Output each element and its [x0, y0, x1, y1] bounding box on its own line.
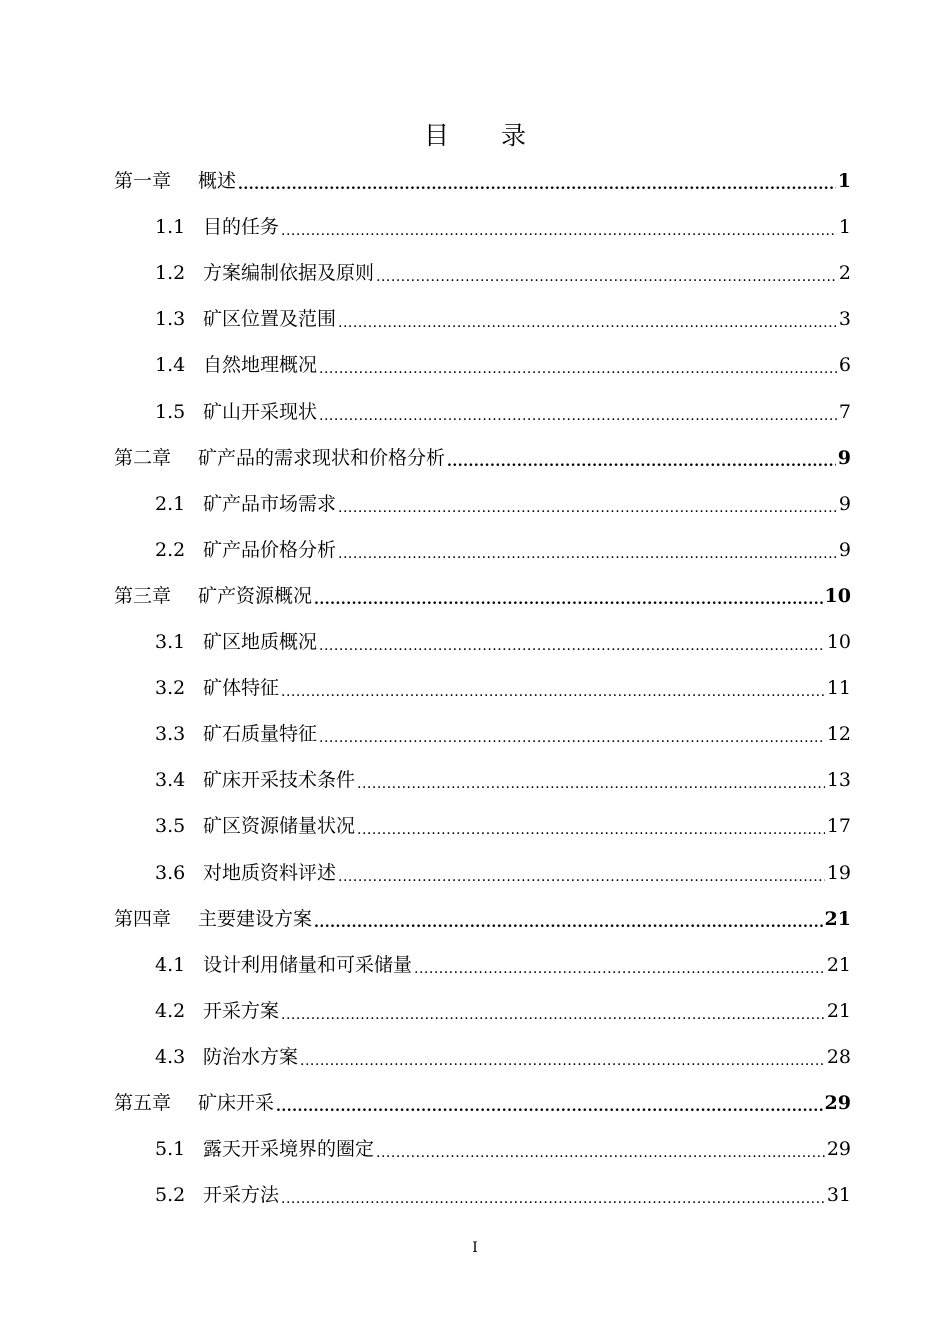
toc-section-entry[interactable] — [155, 757, 851, 803]
toc-entry-title: 矿区资源储量状况 — [203, 815, 356, 838]
toc-entry-title: 矿产资源概况 — [198, 584, 313, 607]
toc-entry-page: 21 — [824, 907, 851, 930]
toc-dot-leader — [314, 573, 823, 619]
toc-entry-page: 21 — [826, 999, 851, 1022]
toc-entry-page: 6 — [838, 354, 851, 377]
toc-section-entry[interactable] — [155, 527, 851, 573]
toc-entry-page: 13 — [826, 769, 851, 792]
toc-entry-title: 矿床开采 — [198, 1092, 275, 1114]
toc-section-entry[interactable] — [155, 619, 851, 665]
toc-dot-leader — [314, 896, 823, 942]
toc-entry-title: 概述 — [198, 170, 237, 192]
toc-entry-number: 4.2 — [155, 999, 186, 1022]
toc-entry-number: 5.1 — [155, 1138, 186, 1161]
page-title: 目 录 — [424, 121, 548, 150]
toc-dot-leader — [276, 1080, 823, 1126]
toc-dot-leader — [357, 757, 825, 803]
toc-entry-page: 10 — [826, 631, 851, 653]
toc-entry-page: 10 — [824, 584, 851, 607]
toc-entry-page: 29 — [826, 1138, 851, 1161]
toc-entry-number: 1.2 — [155, 262, 186, 285]
toc-entry-page: 12 — [826, 723, 851, 746]
toc-dot-leader — [376, 1126, 825, 1172]
toc-section-entry[interactable] — [155, 803, 851, 849]
toc-entry-page: 11 — [826, 677, 851, 700]
toc-entry-number: 3.5 — [155, 815, 186, 838]
toc-entry-title: 矿产品市场需求 — [203, 492, 337, 515]
toc-entry-page: 19 — [826, 861, 851, 884]
toc-section-entry[interactable] — [155, 389, 851, 435]
toc-dot-leader — [281, 665, 825, 711]
toc-dot-leader — [376, 250, 837, 296]
toc-entry-title: 自然地理概况 — [203, 354, 318, 377]
toc-chapter-entry[interactable] — [114, 573, 851, 619]
toc-dot-leader — [300, 1034, 825, 1080]
toc-dot-leader — [281, 1172, 825, 1218]
toc-entry-title: 对地质资料评述 — [203, 861, 337, 884]
toc-entry-number: 第四章 — [114, 907, 172, 930]
toc-dot-leader — [281, 204, 837, 250]
toc-entry-page: 21 — [826, 953, 851, 976]
toc-entry-number: 2.2 — [155, 538, 186, 561]
toc-entry-title: 矿区位置及范围 — [203, 308, 337, 331]
toc-entry-title: 目的任务 — [203, 216, 280, 239]
toc-entry-page: 1 — [837, 170, 851, 192]
toc-entry-page: 17 — [826, 815, 851, 838]
toc-dot-leader — [238, 158, 836, 204]
toc-dot-leader — [319, 342, 837, 388]
toc-entry-number: 3.4 — [155, 769, 186, 792]
toc-section-entry[interactable] — [155, 481, 851, 527]
toc-section-entry[interactable] — [155, 1172, 851, 1218]
toc-entry-page: 29 — [824, 1092, 851, 1114]
toc-entry-title: 矿产品的需求现状和价格分析 — [198, 446, 446, 469]
toc-section-entry[interactable] — [155, 204, 851, 250]
toc-entry-number: 5.2 — [155, 1184, 186, 1207]
toc-section-entry[interactable] — [155, 1126, 851, 1172]
toc-dot-leader — [414, 942, 825, 988]
toc-section-entry[interactable] — [155, 711, 851, 757]
toc-entry-title: 矿产品价格分析 — [203, 538, 337, 561]
toc-dot-leader — [338, 850, 825, 896]
toc-entry-page: 2 — [838, 262, 851, 285]
toc-entry-number: 第二章 — [114, 446, 172, 469]
toc-entry-number: 3.2 — [155, 677, 186, 700]
toc-entry-page: 28 — [826, 1045, 851, 1068]
toc-section-entry[interactable] — [155, 296, 851, 342]
toc-section-entry[interactable] — [155, 1034, 851, 1080]
page-number: I — [472, 1240, 478, 1256]
toc-chapter-entry[interactable] — [114, 158, 851, 204]
toc-entry-number: 1.5 — [155, 400, 186, 423]
toc-dot-leader — [319, 389, 837, 435]
toc-dot-leader — [338, 481, 837, 527]
toc-entry-number: 第五章 — [114, 1092, 172, 1114]
toc-section-entry[interactable] — [155, 850, 851, 896]
toc-entry-number: 3.1 — [155, 631, 186, 653]
toc-dot-leader — [447, 435, 836, 481]
toc-entry-title: 防治水方案 — [203, 1045, 299, 1068]
toc-entry-page: 9 — [838, 538, 851, 561]
toc-entry-page: 3 — [838, 308, 851, 331]
toc-dot-leader — [357, 803, 825, 849]
toc-entry-number: 1.3 — [155, 308, 186, 331]
toc-entry-number: 2.1 — [155, 492, 186, 515]
toc-entry-title: 矿区地质概况 — [203, 631, 318, 653]
toc-entry-number: 3.6 — [155, 861, 186, 884]
toc-entry-title: 矿体特征 — [203, 677, 280, 700]
toc-section-entry[interactable] — [155, 342, 851, 388]
toc-entry-number: 4.1 — [155, 953, 186, 976]
toc-entry-title: 设计利用储量和可采储量 — [203, 953, 413, 976]
toc-entry-page: 7 — [838, 400, 851, 423]
toc-entry-title: 开采方案 — [203, 999, 280, 1022]
toc-dot-leader — [319, 619, 825, 665]
toc-dot-leader — [338, 296, 837, 342]
toc-entry-title: 矿山开采现状 — [203, 400, 318, 423]
toc-entry-title: 主要建设方案 — [198, 907, 313, 930]
toc-entry-title: 矿石质量特征 — [203, 723, 318, 746]
toc-entry-page: 31 — [826, 1184, 851, 1207]
toc-section-entry[interactable] — [155, 942, 851, 988]
toc-entry-number: 第三章 — [114, 584, 172, 607]
toc-entry-page: 9 — [838, 492, 851, 515]
toc-chapter-entry[interactable] — [114, 435, 851, 481]
toc-section-entry[interactable] — [155, 250, 851, 296]
toc-entry-title: 开采方法 — [203, 1184, 280, 1207]
toc-chapter-entry[interactable] — [114, 1080, 851, 1126]
toc-entry-number: 3.3 — [155, 723, 186, 746]
toc-entry-number: 1.4 — [155, 354, 186, 377]
toc-section-entry[interactable] — [155, 665, 851, 711]
toc-entry-number: 1.1 — [155, 216, 186, 239]
toc-dot-leader — [281, 988, 825, 1034]
toc-entry-page: 9 — [837, 446, 851, 469]
toc-entry-number: 4.3 — [155, 1045, 186, 1068]
toc-entry-title: 矿床开采技术条件 — [203, 769, 356, 792]
toc-dot-leader — [338, 527, 837, 573]
toc-entry-page: 1 — [838, 216, 851, 239]
toc-entry-title: 方案编制依据及原则 — [203, 262, 375, 285]
toc-section-entry[interactable] — [155, 988, 851, 1034]
toc-entry-number: 第一章 — [114, 170, 172, 192]
toc-entry-title: 露天开采境界的圈定 — [203, 1138, 375, 1161]
toc-dot-leader — [319, 711, 825, 757]
toc-chapter-entry[interactable] — [114, 896, 851, 942]
